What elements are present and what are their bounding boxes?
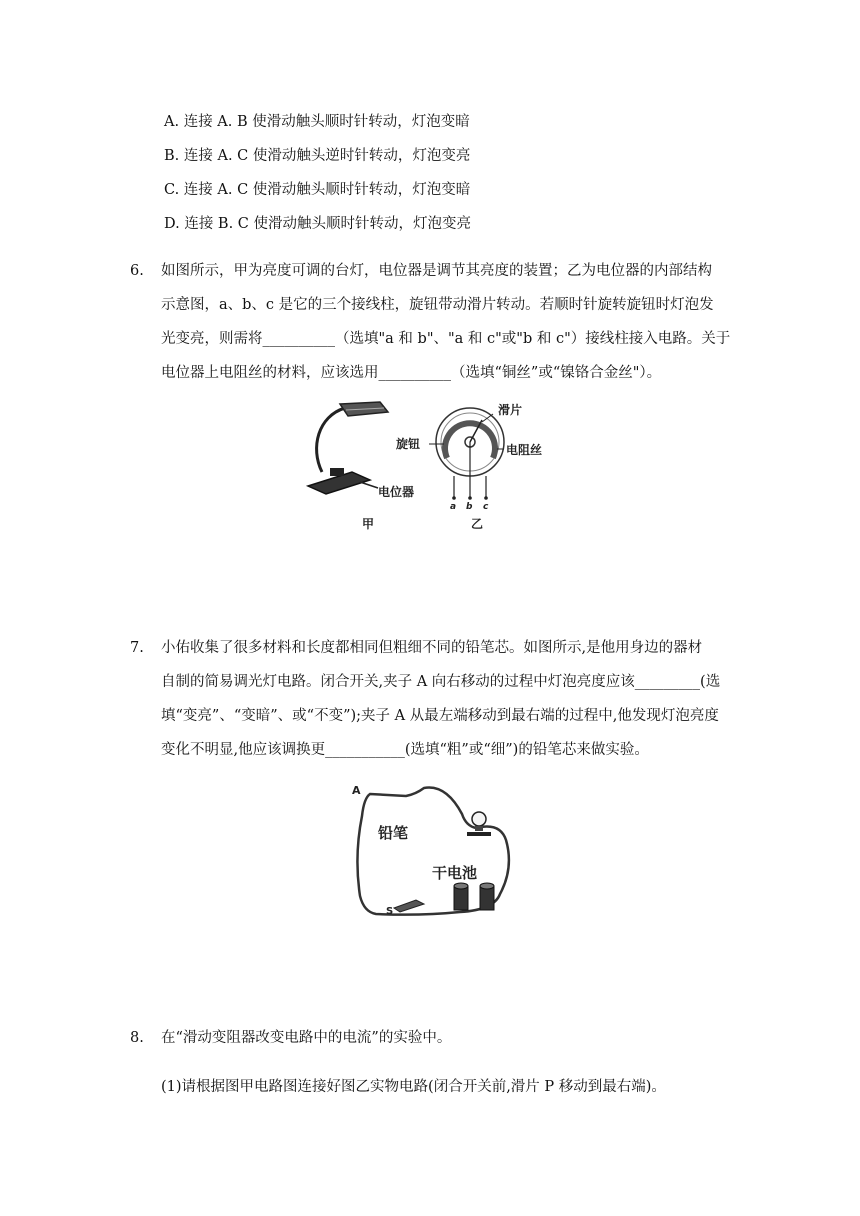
switch-icon [394,900,424,912]
question-8-number: 8. [130,1030,144,1046]
label-switch-s: S [386,906,394,917]
question-6-line-4: 电位器上电阻丝的材料，应该选用__________（选填“铜丝”或“镍铬合金丝"）。 [161,365,662,381]
question-7-figure [350,776,520,920]
question-7-number: 7. [130,640,144,656]
label-terminal-b: b [466,502,473,512]
label-slider: 滑片 [498,403,523,417]
label-clip-a: A [352,784,361,797]
question-6-figure [300,398,570,534]
question-6-number: 6. [130,263,144,279]
potentiometer-diagram [429,408,504,500]
question-7-line-2: 自制的简易调光灯电路。闭合开关,夹子 A 向右移动的过程中灯泡亮度应该_________(选 [161,674,721,690]
option-c: C. 连接 A. C 使滑动触头顺时针转动，灯泡变暗 [164,182,471,198]
label-yi: 乙 [471,517,484,531]
label-resistance-wire: 电阻丝 [506,443,543,457]
label-potentiometer: 电位器 [378,485,415,499]
question-8-part-1: (1)请根据图甲电路图连接好图乙实物电路(闭合开关前,滑片 P 移动到最右端)。 [161,1079,666,1095]
question-7-line-3: 填“变亮”、“变暗”、或“不变”);夹子 A 从最左端移动到最右端的过程中,他发现灯泡亮度 [161,708,719,724]
option-a: A. 连接 A. B 使滑动触头顺时针转动，灯泡变暗 [164,114,470,130]
label-terminal-c: c [483,502,489,512]
question-6-line-2: 示意图，a、b、c 是它的三个接线柱，旋钮带动滑片转动。若顺时针旋转旋钮时灯泡发 [161,297,714,313]
label-knob: 旋钮 [396,437,421,451]
label-jia: 甲 [362,517,375,531]
label-terminal-a: a [450,502,457,512]
desk-lamp-image [308,402,388,494]
label-pencil: 铅笔 [378,824,409,842]
option-b: B. 连接 A. C 使滑动触头逆时针转动，灯泡变亮 [164,148,471,164]
question-7-line-4: 变化不明显,他应该调换更___________(选填“粗”或“细”)的铅笔芯来做实验。 [161,742,649,758]
question-6-line-1: 如图所示，甲为亮度可调的台灯，电位器是调节其亮度的装置；乙为电位器的内部结构 [161,263,712,279]
question-8-line-1: 在“滑动变阻器改变电路中的电流”的实验中。 [161,1030,452,1046]
bulb-icon [467,812,491,836]
option-d: D. 连接 B. C 使滑动触头顺时针转动，灯泡变亮 [164,216,472,232]
battery-icon [454,883,494,910]
question-6-line-3: 光变亮，则需将__________（选填"a 和 b"、"a 和 c"或"b 和 c"）接线柱接入电路。关于 [161,331,731,347]
label-battery: 干电池 [432,864,478,882]
question-7-line-1: 小佑收集了很多材料和长度都相同但粗细不同的铅笔芯。如图所示,是他用身边的器材 [161,640,703,656]
